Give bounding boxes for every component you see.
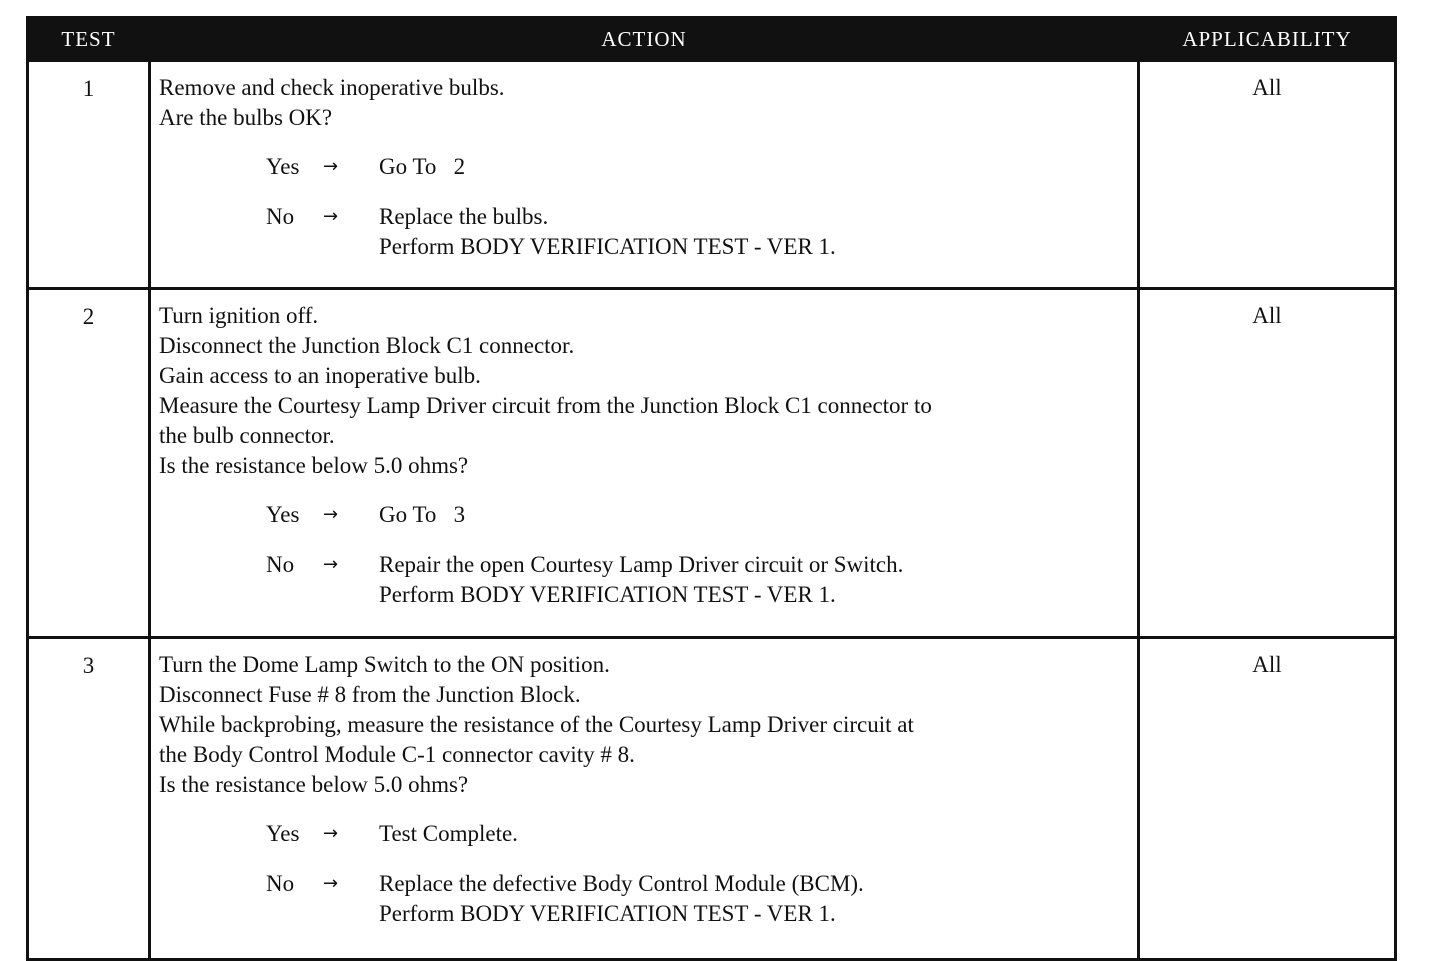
outcome-no — [266, 869, 1131, 929]
applicability-cell: All — [1139, 289, 1396, 638]
outcome-line: Go To 2 — [379, 154, 466, 179]
table-row — [28, 638, 1396, 960]
outcome-no-label: No — [266, 204, 295, 229]
outcome-yes-label: Yes — [266, 502, 300, 527]
right-arrow-icon: → — [323, 554, 339, 575]
right-arrow-icon: → — [323, 504, 339, 525]
outcome-yes — [266, 500, 1131, 530]
test-number: 3 — [28, 638, 150, 960]
action-question: Is the resistance below 5.0 ohms? — [159, 772, 469, 797]
right-arrow-icon: → — [323, 823, 339, 844]
action-step: Turn ignition off. — [159, 303, 319, 328]
diagnostic-test-table — [26, 16, 1397, 961]
action-step: the bulb connector. — [159, 423, 335, 448]
outcome-line: Test Complete. — [379, 821, 518, 846]
outcome-yes-label: Yes — [266, 821, 300, 846]
outcome-yes-label: Yes — [266, 154, 300, 179]
applicability-cell: All — [1139, 638, 1396, 960]
action-cell — [150, 638, 1139, 960]
right-arrow-icon: → — [323, 873, 339, 894]
test-number: 1 — [28, 61, 150, 289]
header-test: TEST — [28, 18, 150, 61]
outcome-line: Go To 3 — [379, 502, 466, 527]
table-row — [28, 289, 1396, 638]
right-arrow-icon: → — [323, 156, 339, 177]
outcome-yes — [266, 819, 1131, 849]
action-step: Disconnect the Junction Block C1 connector. — [159, 333, 575, 358]
outcome-yes — [266, 152, 1131, 182]
test-number: 2 — [28, 289, 150, 638]
outcome-no-text — [379, 869, 1131, 929]
action-step: Remove and check inoperative bulbs. — [159, 75, 505, 100]
outcome-no-text — [379, 550, 1131, 610]
header-applicability: APPLICABILITY — [1139, 18, 1396, 61]
outcome-yes-text — [379, 500, 1131, 530]
action-question: Are the bulbs OK? — [159, 105, 333, 130]
action-step: Turn the Dome Lamp Switch to the ON position. — [159, 652, 610, 677]
outcome-line: Repair the open Courtesy Lamp Driver circuit or Switch. — [379, 552, 904, 577]
outcome-yes-text — [379, 152, 1131, 182]
action-cell — [150, 289, 1139, 638]
outcome-no — [266, 550, 1131, 610]
outcome-no-label: No — [266, 871, 295, 896]
table-row — [28, 61, 1396, 289]
action-step: Gain access to an inoperative bulb. — [159, 363, 481, 388]
outcome-no — [266, 202, 1131, 262]
action-question: Is the resistance below 5.0 ohms? — [159, 453, 469, 478]
outcome-yes-text — [379, 819, 1131, 849]
outcomes — [266, 819, 1131, 929]
outcomes — [266, 500, 1131, 610]
action-step: While backprobing, measure the resistance of the Courtesy Lamp Driver circuit at — [159, 712, 914, 737]
action-cell — [150, 61, 1139, 289]
action-step: Disconnect Fuse # 8 from the Junction Block. — [159, 682, 581, 707]
outcome-line: Replace the bulbs. — [379, 204, 549, 229]
outcome-line: Perform BODY VERIFICATION TEST - VER 1. — [379, 582, 836, 607]
outcome-line: Replace the defective Body Control Module (BCM). — [379, 871, 864, 896]
outcome-line: Perform BODY VERIFICATION TEST - VER 1. — [379, 901, 836, 926]
action-step: the Body Control Module C-1 connector cavity # 8. — [159, 742, 635, 767]
right-arrow-icon: → — [323, 206, 339, 227]
action-step: Measure the Courtesy Lamp Driver circuit from the Junction Block C1 connector to — [159, 393, 932, 418]
table-header-row — [28, 18, 1396, 61]
outcomes — [266, 152, 1131, 262]
outcome-no-text — [379, 202, 1131, 262]
outcome-line: Perform BODY VERIFICATION TEST - VER 1. — [379, 234, 836, 259]
header-action: ACTION — [150, 18, 1139, 61]
applicability-cell: All — [1139, 61, 1396, 289]
outcome-no-label: No — [266, 552, 295, 577]
